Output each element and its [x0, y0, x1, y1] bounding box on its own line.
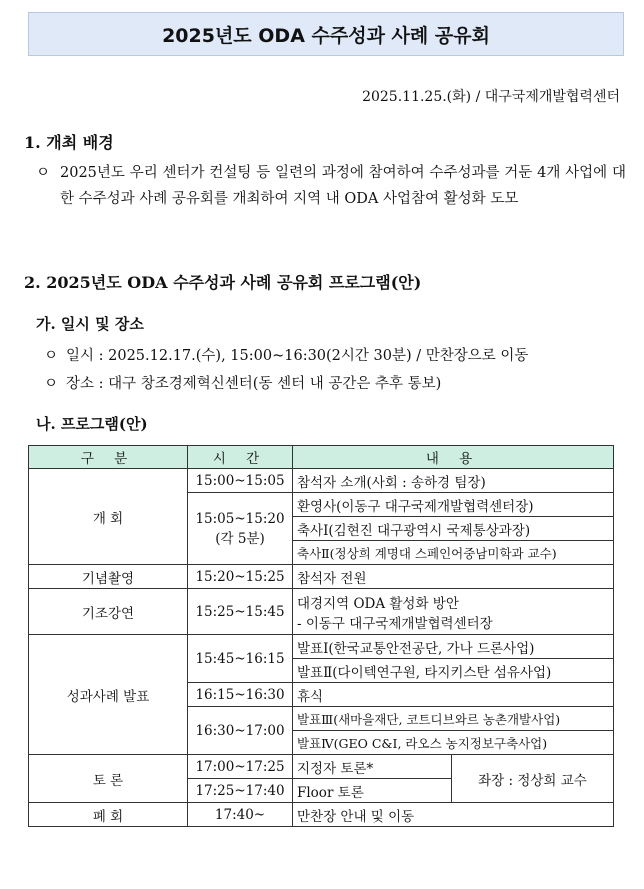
time-cell: 15:25~15:45 [188, 589, 293, 635]
time-note: (각 5분) [215, 530, 265, 547]
category-close: 폐 회 [29, 803, 188, 827]
time-cell: 17:25~17:40 [188, 779, 293, 803]
time-range: 15:05~15:20 [195, 510, 285, 527]
table-row [29, 803, 614, 827]
keynote-speaker: - 이동구 대구국제개발협력센터장 [297, 615, 493, 632]
time-cell: 17:00~17:25 [188, 755, 293, 779]
content-cell: 발표Ⅳ(GEO C&I, 라오스 농지정보구축사업) [293, 731, 614, 755]
time-cell: 15:20~15:25 [188, 565, 293, 589]
content-cell: 참석자 소개(사회 : 송하경 팀장) [293, 469, 614, 493]
section-1-text: 2025년도 우리 센터가 컨설팅 등 일련의 과정에 참여하여 수주성과를 거둔 4개 사업에 대한 수주성과 사례 공유회를 개최하여 지역 내 ODA 사업참여 활성화 도모 [60, 165, 626, 207]
schedule-text: 일시 : 2025.12.17.(수), 15:00~16:30(2시간 30분) / 만찬장으로 이동 [66, 348, 529, 364]
content-cell: 지정자 토론* [293, 755, 452, 779]
category-cases: 성과사례 발표 [29, 635, 188, 755]
content-cell: 환영사(이동구 대구국제개발협력센터장) [293, 493, 614, 517]
table-row [29, 635, 614, 659]
sub-heading-a: 가. 일시 및 장소 [36, 315, 144, 333]
venue-item [44, 372, 441, 393]
section-1-paragraph [36, 160, 626, 212]
content-cell: 참석자 전원 [293, 565, 614, 589]
program-table [28, 445, 614, 827]
content-cell: 발표Ⅲ(새마을재단, 코트디브와르 농촌개발사업) [293, 707, 614, 731]
content-cell: 휴식 [293, 683, 614, 707]
category-discussion: 토 론 [29, 755, 188, 803]
time-cell: 17:40~ [188, 803, 293, 827]
content-cell [293, 589, 614, 635]
content-cell: 축사Ⅰ(김현진 대구광역시 국제통상과장) [293, 517, 614, 541]
table-row [29, 565, 614, 589]
venue-text: 장소 : 대구 창조경제혁신센터(동 센터 내 공간은 추후 통보) [66, 376, 442, 392]
schedule-item [44, 344, 528, 365]
content-cell: 축사Ⅱ(정상희 계명대 스페인어중남미학과 교수) [293, 541, 614, 565]
bullet-icon: ㅇ [44, 348, 59, 364]
time-cell: 15:45~16:15 [188, 635, 293, 683]
bullet-icon: ㅇ [36, 165, 51, 181]
header-category: 구 분 [29, 446, 188, 469]
document-title: 2025년도 ODA 수주성과 사례 공유회 [28, 12, 624, 56]
section-2-heading: 2. 2025년도 ODA 수주성과 사례 공유회 프로그램(안) [24, 273, 422, 292]
header-time: 시 간 [188, 446, 293, 469]
bullet-icon: ㅇ [44, 376, 59, 392]
category-open: 개 회 [29, 469, 188, 565]
keynote-title: 대경지역 ODA 활성화 방안 [297, 595, 459, 612]
header-content: 내 용 [293, 446, 614, 469]
table-row [29, 589, 614, 635]
content-cell: 만찬장 안내 및 이동 [293, 803, 614, 827]
time-cell: 16:15~16:30 [188, 683, 293, 707]
table-row [29, 755, 614, 779]
table-row [29, 469, 614, 493]
table-header-row [29, 446, 614, 469]
content-cell: Floor 토론 [293, 779, 452, 803]
section-1-heading: 1. 개최 배경 [24, 133, 114, 152]
time-cell: 16:30~17:00 [188, 707, 293, 755]
time-cell [188, 493, 293, 565]
time-cell: 15:00~15:05 [188, 469, 293, 493]
chair-cell: 좌장 : 정상희 교수 [452, 755, 614, 803]
sub-heading-b: 나. 프로그램(안) [36, 415, 148, 433]
category-keynote: 기조강연 [29, 589, 188, 635]
dateline: 2025.11.25.(화) / 대구국제개발협력센터 [362, 89, 620, 105]
category-photo: 기념촬영 [29, 565, 188, 589]
content-cell: 발표Ⅱ(다이텍연구원, 타지키스탄 섬유사업) [293, 659, 614, 683]
content-cell: 발표Ⅰ(한국교통안전공단, 가나 드론사업) [293, 635, 614, 659]
